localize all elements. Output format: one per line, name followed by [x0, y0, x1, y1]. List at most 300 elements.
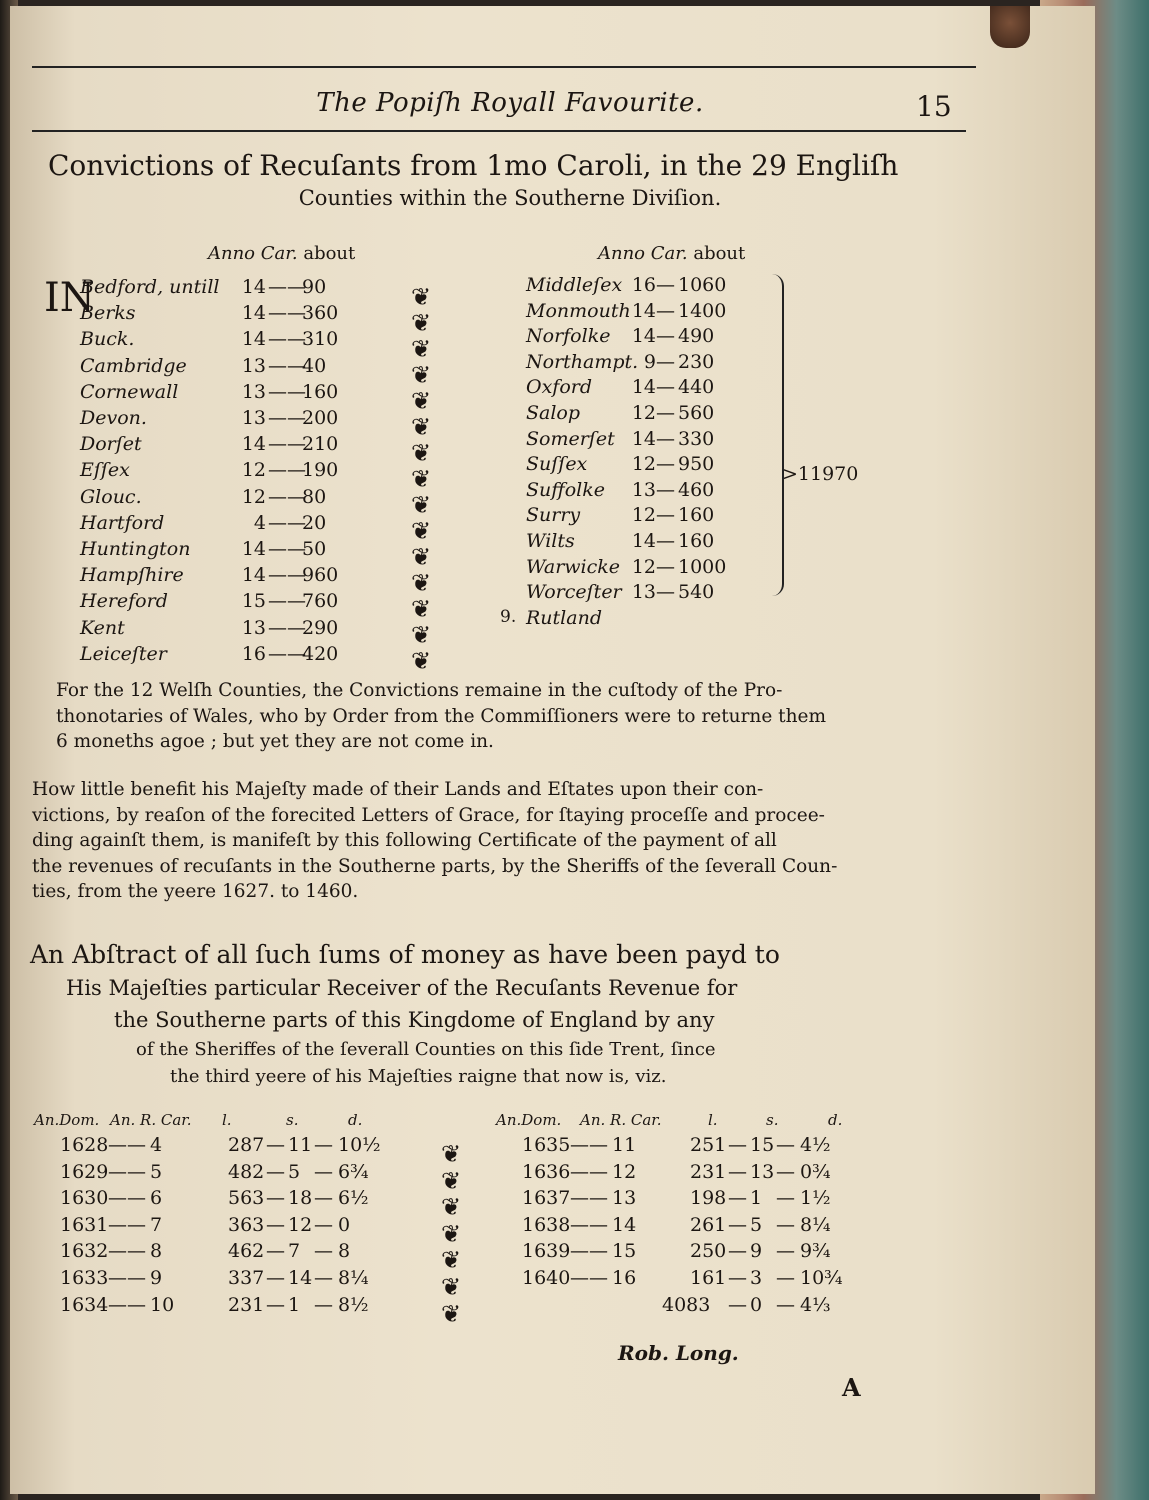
abstract-row — [522, 1267, 842, 1293]
conviction-count: 420 — [302, 642, 339, 665]
conviction-year: 16 — [241, 642, 266, 665]
regnal-year: 11 — [612, 1134, 637, 1156]
column-header-l: l. — [222, 1111, 232, 1129]
pounds: 250 — [690, 1240, 727, 1263]
pence: 6½ — [338, 1187, 369, 1210]
abstract-row — [60, 1134, 380, 1160]
county-name: Salop — [526, 402, 581, 424]
conviction-year: 13 — [241, 616, 266, 639]
county-name: Monmouth — [526, 299, 631, 322]
abstract-row — [522, 1134, 842, 1160]
county-row — [80, 590, 380, 616]
fleuron-ornament: ❦ — [440, 1166, 462, 1195]
conviction-count: 330 — [678, 427, 715, 450]
county-row — [526, 581, 786, 607]
fleuron-ornament: ❦ — [410, 439, 432, 467]
dash-rule: —— — [268, 590, 306, 613]
pence: 8¼ — [800, 1213, 831, 1236]
fleuron-ornament: ❦ — [410, 491, 432, 519]
pounds: 482 — [228, 1160, 265, 1183]
county-name: Hereford — [80, 590, 168, 613]
dash-rule: —— — [570, 1240, 608, 1263]
county-row — [80, 328, 380, 354]
catchword: A — [842, 1373, 861, 1402]
regnal-year: 7 — [150, 1213, 163, 1236]
column-header-car: An. R. Car. — [580, 1111, 662, 1129]
county-name: Kent — [80, 616, 125, 639]
year-dom: 1631 — [60, 1213, 109, 1236]
shillings: 3 — [750, 1267, 763, 1289]
conviction-count: 200 — [302, 407, 339, 429]
county-name: Suffolke — [526, 478, 605, 501]
dash-rule: —— — [268, 276, 306, 298]
conviction-count: 1060 — [678, 274, 727, 296]
convictions-title: Convictions of Recuſants from 1mo Caroli, in the 29 Engliſh — [48, 149, 899, 182]
dash-rule: —— — [108, 1267, 146, 1289]
conviction-count: 20 — [302, 511, 327, 534]
conviction-count: 760 — [302, 590, 339, 613]
dash-rule: —— — [108, 1240, 146, 1263]
county-row — [80, 355, 380, 381]
conviction-year: 13 — [241, 354, 266, 377]
county-name: Cambridge — [80, 354, 187, 377]
fleuron-ornament: ❦ — [410, 621, 432, 649]
county-row — [526, 504, 786, 530]
conviction-year: 14 — [631, 376, 656, 399]
regnal-year: 4 — [150, 1134, 163, 1156]
dash-rule: — — [266, 1160, 285, 1183]
pence: 8 — [338, 1240, 351, 1263]
abstract-row — [522, 1214, 842, 1240]
dash-rule: — — [656, 325, 675, 348]
dash-rule: — — [656, 402, 675, 424]
county-name: Buck. — [80, 328, 135, 351]
county-row — [80, 459, 380, 485]
regnal-year: 10 — [150, 1293, 175, 1316]
regnal-year: 5 — [150, 1160, 163, 1183]
fleuron-ornament: ❦ — [440, 1219, 462, 1248]
county-row — [80, 512, 380, 538]
fleuron-ornament: ❦ — [440, 1299, 462, 1328]
shillings: 11 — [288, 1134, 313, 1156]
conviction-count: 460 — [678, 478, 715, 501]
county-row — [80, 486, 380, 512]
conviction-count: 360 — [302, 302, 339, 325]
county-row — [526, 274, 786, 300]
pence: 1½ — [800, 1187, 831, 1210]
shillings: 5 — [750, 1213, 763, 1236]
dash-rule: — — [266, 1293, 285, 1316]
column-header-l: l. — [708, 1111, 718, 1129]
bleed-through-margin — [890, 736, 970, 752]
county-name: Oxford — [526, 376, 593, 399]
conviction-year: 14 — [631, 299, 656, 322]
conviction-count: 40 — [302, 354, 327, 377]
conviction-count: 160 — [678, 530, 715, 552]
county-row — [80, 617, 380, 643]
dash-rule: — — [728, 1187, 747, 1210]
county-name: Bedford, untill — [80, 276, 220, 298]
year-dom: 1629 — [60, 1160, 109, 1183]
conviction-count: 50 — [302, 538, 327, 560]
county-name: Cornewall — [80, 380, 179, 403]
dash-rule: — — [266, 1240, 285, 1263]
county-name: Leiceſter — [80, 642, 167, 665]
pence: 6¾ — [338, 1160, 369, 1183]
fleuron-ornament: ❦ — [410, 517, 432, 545]
county-name: Devon. — [80, 407, 147, 429]
column-header-s: s. — [766, 1111, 779, 1129]
paragraph-line: ties, from the yeere 1627. to 1460. — [32, 881, 359, 902]
dash-rule: — — [314, 1240, 333, 1263]
anno-car-label: Anno Car. — [208, 243, 298, 264]
county-row — [80, 433, 380, 459]
fleuron-ornament: ❦ — [410, 647, 432, 675]
pence: 0¾ — [800, 1160, 831, 1183]
dash-rule: —— — [268, 616, 306, 639]
fleuron-ornament: ❦ — [440, 1140, 462, 1168]
pounds: 337 — [228, 1267, 265, 1289]
fleuron-ornament: ❦ — [410, 413, 432, 441]
dash-rule: —— — [570, 1213, 608, 1236]
shillings: 7 — [288, 1240, 301, 1263]
county-row — [526, 351, 786, 377]
abstract-row — [60, 1187, 380, 1213]
dash-rule: —— — [268, 538, 306, 560]
dash-rule: — — [314, 1213, 333, 1236]
dash-rule: — — [776, 1134, 795, 1156]
conviction-count: 1400 — [678, 299, 727, 322]
pounds: 287 — [228, 1134, 265, 1156]
conviction-year: 13 — [631, 581, 656, 604]
conviction-count: 230 — [678, 350, 715, 373]
conviction-year: 12 — [631, 402, 656, 424]
dash-rule: — — [314, 1267, 333, 1289]
county-row — [526, 428, 786, 454]
conviction-count: 950 — [678, 453, 715, 476]
county-name: Berks — [80, 302, 136, 325]
year-dom: 1636 — [522, 1160, 571, 1183]
year-dom: 1628 — [60, 1134, 109, 1156]
year-dom: 1638 — [522, 1213, 571, 1236]
left-column-header — [208, 243, 355, 264]
dash-rule: — — [314, 1293, 333, 1316]
paragraph-line: For the 12 Welſh Counties, the Convictions remaine in the cuſtody of the Pro- — [56, 680, 783, 701]
dash-rule: —— — [268, 564, 306, 587]
conviction-count: 190 — [302, 459, 339, 482]
dash-rule: — — [776, 1213, 795, 1236]
conviction-count: 160 — [678, 504, 715, 527]
abstract-row — [60, 1267, 380, 1293]
county-row — [526, 376, 786, 402]
pounds: 251 — [690, 1134, 727, 1156]
conviction-year: 9 — [643, 350, 656, 373]
page — [10, 6, 1095, 1494]
county-name: Middleſex — [526, 274, 623, 296]
county-row — [80, 381, 380, 407]
conviction-year: 12 — [241, 459, 266, 482]
dash-rule: — — [656, 555, 675, 578]
county-name: Norfolke — [526, 325, 611, 348]
conviction-count: 960 — [302, 564, 339, 587]
welsh-counties-paragraph — [56, 678, 864, 755]
paragraph-line: How little benefit his Majeſty made of their Lands and Eſtates upon their con- — [32, 779, 764, 800]
fleuron-ornament: ❦ — [440, 1193, 462, 1222]
county-name: Eſſex — [80, 459, 130, 482]
pounds: 198 — [690, 1187, 727, 1210]
pence: 4½ — [800, 1134, 831, 1156]
conviction-count: 80 — [302, 485, 327, 508]
fleuron-ornament: ❦ — [410, 465, 432, 493]
regnal-year: 6 — [150, 1187, 163, 1210]
pounds: 231 — [690, 1160, 727, 1183]
abstract-row — [522, 1161, 842, 1187]
paragraph-line: 6 moneths agoe ; but yet they are not come in. — [56, 731, 494, 752]
dash-rule: — — [266, 1267, 285, 1289]
conviction-year: 14 — [631, 427, 656, 450]
county-row — [526, 325, 786, 351]
shillings: 1 — [750, 1187, 763, 1210]
county-row — [526, 300, 786, 326]
column-header-s: s. — [286, 1111, 299, 1129]
dash-rule: — — [656, 350, 675, 373]
dash-rule: — — [266, 1187, 285, 1210]
dash-rule: — — [728, 1134, 747, 1156]
convictions-subtitle: Counties within the Southerne Diviſion. — [298, 186, 722, 210]
pounds: 363 — [228, 1213, 265, 1236]
fleuron-ornament: ❦ — [410, 569, 432, 597]
regnal-year: 9 — [150, 1267, 163, 1289]
pence: 9¾ — [800, 1240, 831, 1263]
year-dom: 1639 — [522, 1240, 571, 1263]
pence: 8¼ — [338, 1267, 369, 1289]
conviction-count: 310 — [302, 328, 339, 351]
county-row — [526, 479, 786, 505]
county-name: Warwicke — [526, 555, 621, 578]
year-dom: 1632 — [60, 1240, 109, 1263]
conviction-year: 15 — [241, 590, 266, 613]
dash-rule: — — [314, 1160, 333, 1183]
year-dom: 1633 — [60, 1267, 109, 1289]
abstract-row — [522, 1294, 842, 1320]
conviction-year: 12 — [631, 504, 656, 527]
shillings: 18 — [288, 1187, 313, 1210]
conviction-year: 13 — [241, 407, 266, 429]
abstract-row — [60, 1240, 380, 1266]
dash-rule: —— — [570, 1160, 608, 1183]
county-row — [80, 407, 380, 433]
benefit-paragraph — [32, 777, 860, 905]
abstract-title-line: the Southerne parts of this Kingdome of England by any — [114, 1008, 715, 1032]
abstract-row — [522, 1240, 842, 1266]
column-header-dom: An.Dom. — [34, 1111, 100, 1129]
dash-rule: — — [656, 274, 675, 296]
conviction-year: 4 — [253, 511, 266, 534]
fleuron-ornament: ❦ — [440, 1246, 462, 1275]
conviction-count: 210 — [302, 433, 339, 456]
dash-rule: — — [728, 1240, 747, 1263]
dash-rule: — — [656, 427, 675, 450]
pounds: 462 — [228, 1240, 265, 1263]
dash-rule: — — [776, 1160, 795, 1183]
county-row — [80, 643, 380, 669]
dash-rule: —— — [570, 1267, 608, 1289]
year-dom: 1640 — [522, 1267, 571, 1289]
conviction-year: 13 — [631, 478, 656, 501]
paragraph-line: victions, by reaſon of the forecited Letters of Grace, for ſtaying proceſſe and procee- — [32, 804, 825, 826]
fleuron-ornament: ❦ — [410, 309, 432, 337]
dash-rule: — — [314, 1187, 333, 1210]
conviction-year: 14 — [241, 433, 266, 456]
right-column-header — [598, 243, 745, 264]
pence: 10¾ — [800, 1267, 843, 1289]
conviction-year: 16 — [631, 274, 656, 296]
about-label: about — [693, 243, 746, 264]
column-header-car: An. R. Car. — [110, 1111, 192, 1129]
dash-rule: — — [776, 1187, 795, 1210]
drop-cap: IN — [44, 275, 95, 321]
dash-rule: —— — [268, 328, 306, 351]
pence: 0 — [338, 1213, 351, 1236]
county-name: Rutland — [526, 606, 602, 629]
county-name: Suſſex — [526, 453, 588, 476]
running-head: The Popiſh Royall Favourite. — [316, 88, 704, 118]
dash-rule: — — [656, 478, 675, 501]
pounds: 161 — [690, 1267, 727, 1289]
regnal-year: 16 — [612, 1267, 637, 1289]
conviction-year: 14 — [631, 530, 656, 552]
fleuron-ornament: ❦ — [410, 543, 432, 571]
conviction-year: 14 — [241, 328, 266, 351]
fleuron-ornament: ❦ — [410, 361, 432, 389]
year-dom: 1637 — [522, 1187, 571, 1210]
total-brace — [772, 274, 784, 596]
county-row — [80, 302, 380, 328]
paragraph-line: the revenues of recuſants in the Southerne parts, by the Sheriffs of the ſeverall Coun- — [32, 855, 838, 877]
shillings: 14 — [288, 1267, 313, 1289]
dash-rule: — — [266, 1213, 285, 1236]
conviction-count: 290 — [302, 616, 339, 639]
year-dom: 1630 — [60, 1187, 109, 1210]
regnal-year: 14 — [612, 1213, 637, 1236]
conviction-year: 12 — [241, 485, 266, 508]
book-clip — [990, 6, 1030, 48]
dash-rule: —— — [268, 407, 306, 429]
fleuron-ornament: ❦ — [410, 595, 432, 623]
county-name: Hampſhire — [80, 564, 184, 587]
dash-rule: —— — [268, 642, 306, 665]
county-name: Worceſter — [526, 581, 622, 604]
conviction-count: 90 — [302, 276, 327, 298]
regnal-year: 15 — [612, 1240, 637, 1263]
dash-rule: — — [656, 581, 675, 604]
dash-rule: — — [656, 453, 675, 476]
conviction-year: 14 — [241, 276, 266, 298]
dash-rule: —— — [268, 380, 306, 403]
county-row — [80, 538, 380, 564]
signature: Rob. Long. — [618, 1341, 739, 1365]
fleuron-ornament: ❦ — [440, 1273, 462, 1301]
abstract-row — [60, 1214, 380, 1240]
dash-rule: — — [728, 1293, 747, 1316]
dash-rule: —— — [108, 1213, 146, 1236]
row-prefix: 9. — [500, 606, 517, 627]
dash-rule: —— — [108, 1293, 146, 1316]
county-row — [526, 402, 786, 428]
pounds: 231 — [228, 1293, 265, 1316]
county-name: Wilts — [526, 530, 575, 552]
year-dom: 1634 — [60, 1293, 109, 1316]
county-row — [526, 530, 786, 556]
abstract-row — [60, 1294, 380, 1320]
dash-rule: — — [728, 1213, 747, 1236]
conviction-count: 490 — [678, 325, 715, 348]
dash-rule: —— — [108, 1160, 146, 1183]
dash-rule: — — [776, 1293, 795, 1316]
pounds: 261 — [690, 1213, 727, 1236]
pence: 4⅓ — [800, 1293, 831, 1316]
total-count: >11970 — [782, 463, 859, 485]
dash-rule: —— — [268, 459, 306, 482]
county-name: Somerſet — [526, 427, 615, 450]
page-number: 15 — [916, 90, 952, 123]
dash-rule: —— — [108, 1134, 146, 1156]
shillings: 5 — [288, 1160, 301, 1183]
fleuron-ornament: ❦ — [410, 283, 432, 311]
abstract-title-line: His Majeſties particular Receiver of the Recuſants Revenue for — [66, 976, 738, 1000]
column-header-d: d. — [348, 1111, 363, 1129]
regnal-year: 13 — [612, 1187, 637, 1210]
dash-rule: — — [776, 1267, 795, 1289]
dash-rule: —— — [268, 433, 306, 456]
year-dom: 1635 — [522, 1134, 571, 1156]
about-label: about — [303, 243, 356, 264]
conviction-count: 560 — [678, 402, 715, 424]
abstract-row — [60, 1161, 380, 1187]
conviction-year: 14 — [631, 325, 656, 348]
dash-rule: —— — [108, 1187, 146, 1210]
shillings: 12 — [288, 1213, 313, 1236]
abstract-title-line: An Abſtract of all ſuch ſums of money as have been payd to — [30, 940, 780, 969]
pounds: 563 — [228, 1187, 265, 1210]
conviction-count: 160 — [302, 380, 339, 403]
dash-rule: — — [266, 1134, 285, 1156]
column-header-d: d. — [828, 1111, 843, 1129]
county-row — [80, 276, 380, 302]
fleuron-ornament: ❦ — [410, 335, 432, 363]
conviction-year: 14 — [241, 538, 266, 560]
regnal-year: 8 — [150, 1240, 163, 1263]
fleuron-ornament: ❦ — [410, 387, 432, 415]
column-header-dom: An.Dom. — [496, 1111, 562, 1129]
abstract-row — [522, 1187, 842, 1213]
pence: 8½ — [338, 1293, 369, 1316]
dash-rule: — — [776, 1240, 795, 1263]
dash-rule: — — [656, 530, 675, 552]
anno-car-label: Anno Car. — [598, 243, 688, 264]
county-row — [526, 453, 786, 479]
county-name: Northampt. — [526, 350, 639, 373]
conviction-year: 14 — [241, 564, 266, 587]
conviction-count: 440 — [678, 376, 715, 399]
dash-rule: — — [656, 299, 675, 322]
shillings: 15 — [750, 1134, 775, 1156]
shillings: 1 — [288, 1293, 301, 1316]
paragraph-line: thonotaries of Wales, who by Order from the Commiſſioners were to returne them — [56, 705, 827, 727]
pence: 10½ — [338, 1134, 381, 1156]
county-row — [80, 564, 380, 590]
abstract-title-line: the third yeere of his Majeſties raigne that now is, viz. — [170, 1066, 667, 1087]
